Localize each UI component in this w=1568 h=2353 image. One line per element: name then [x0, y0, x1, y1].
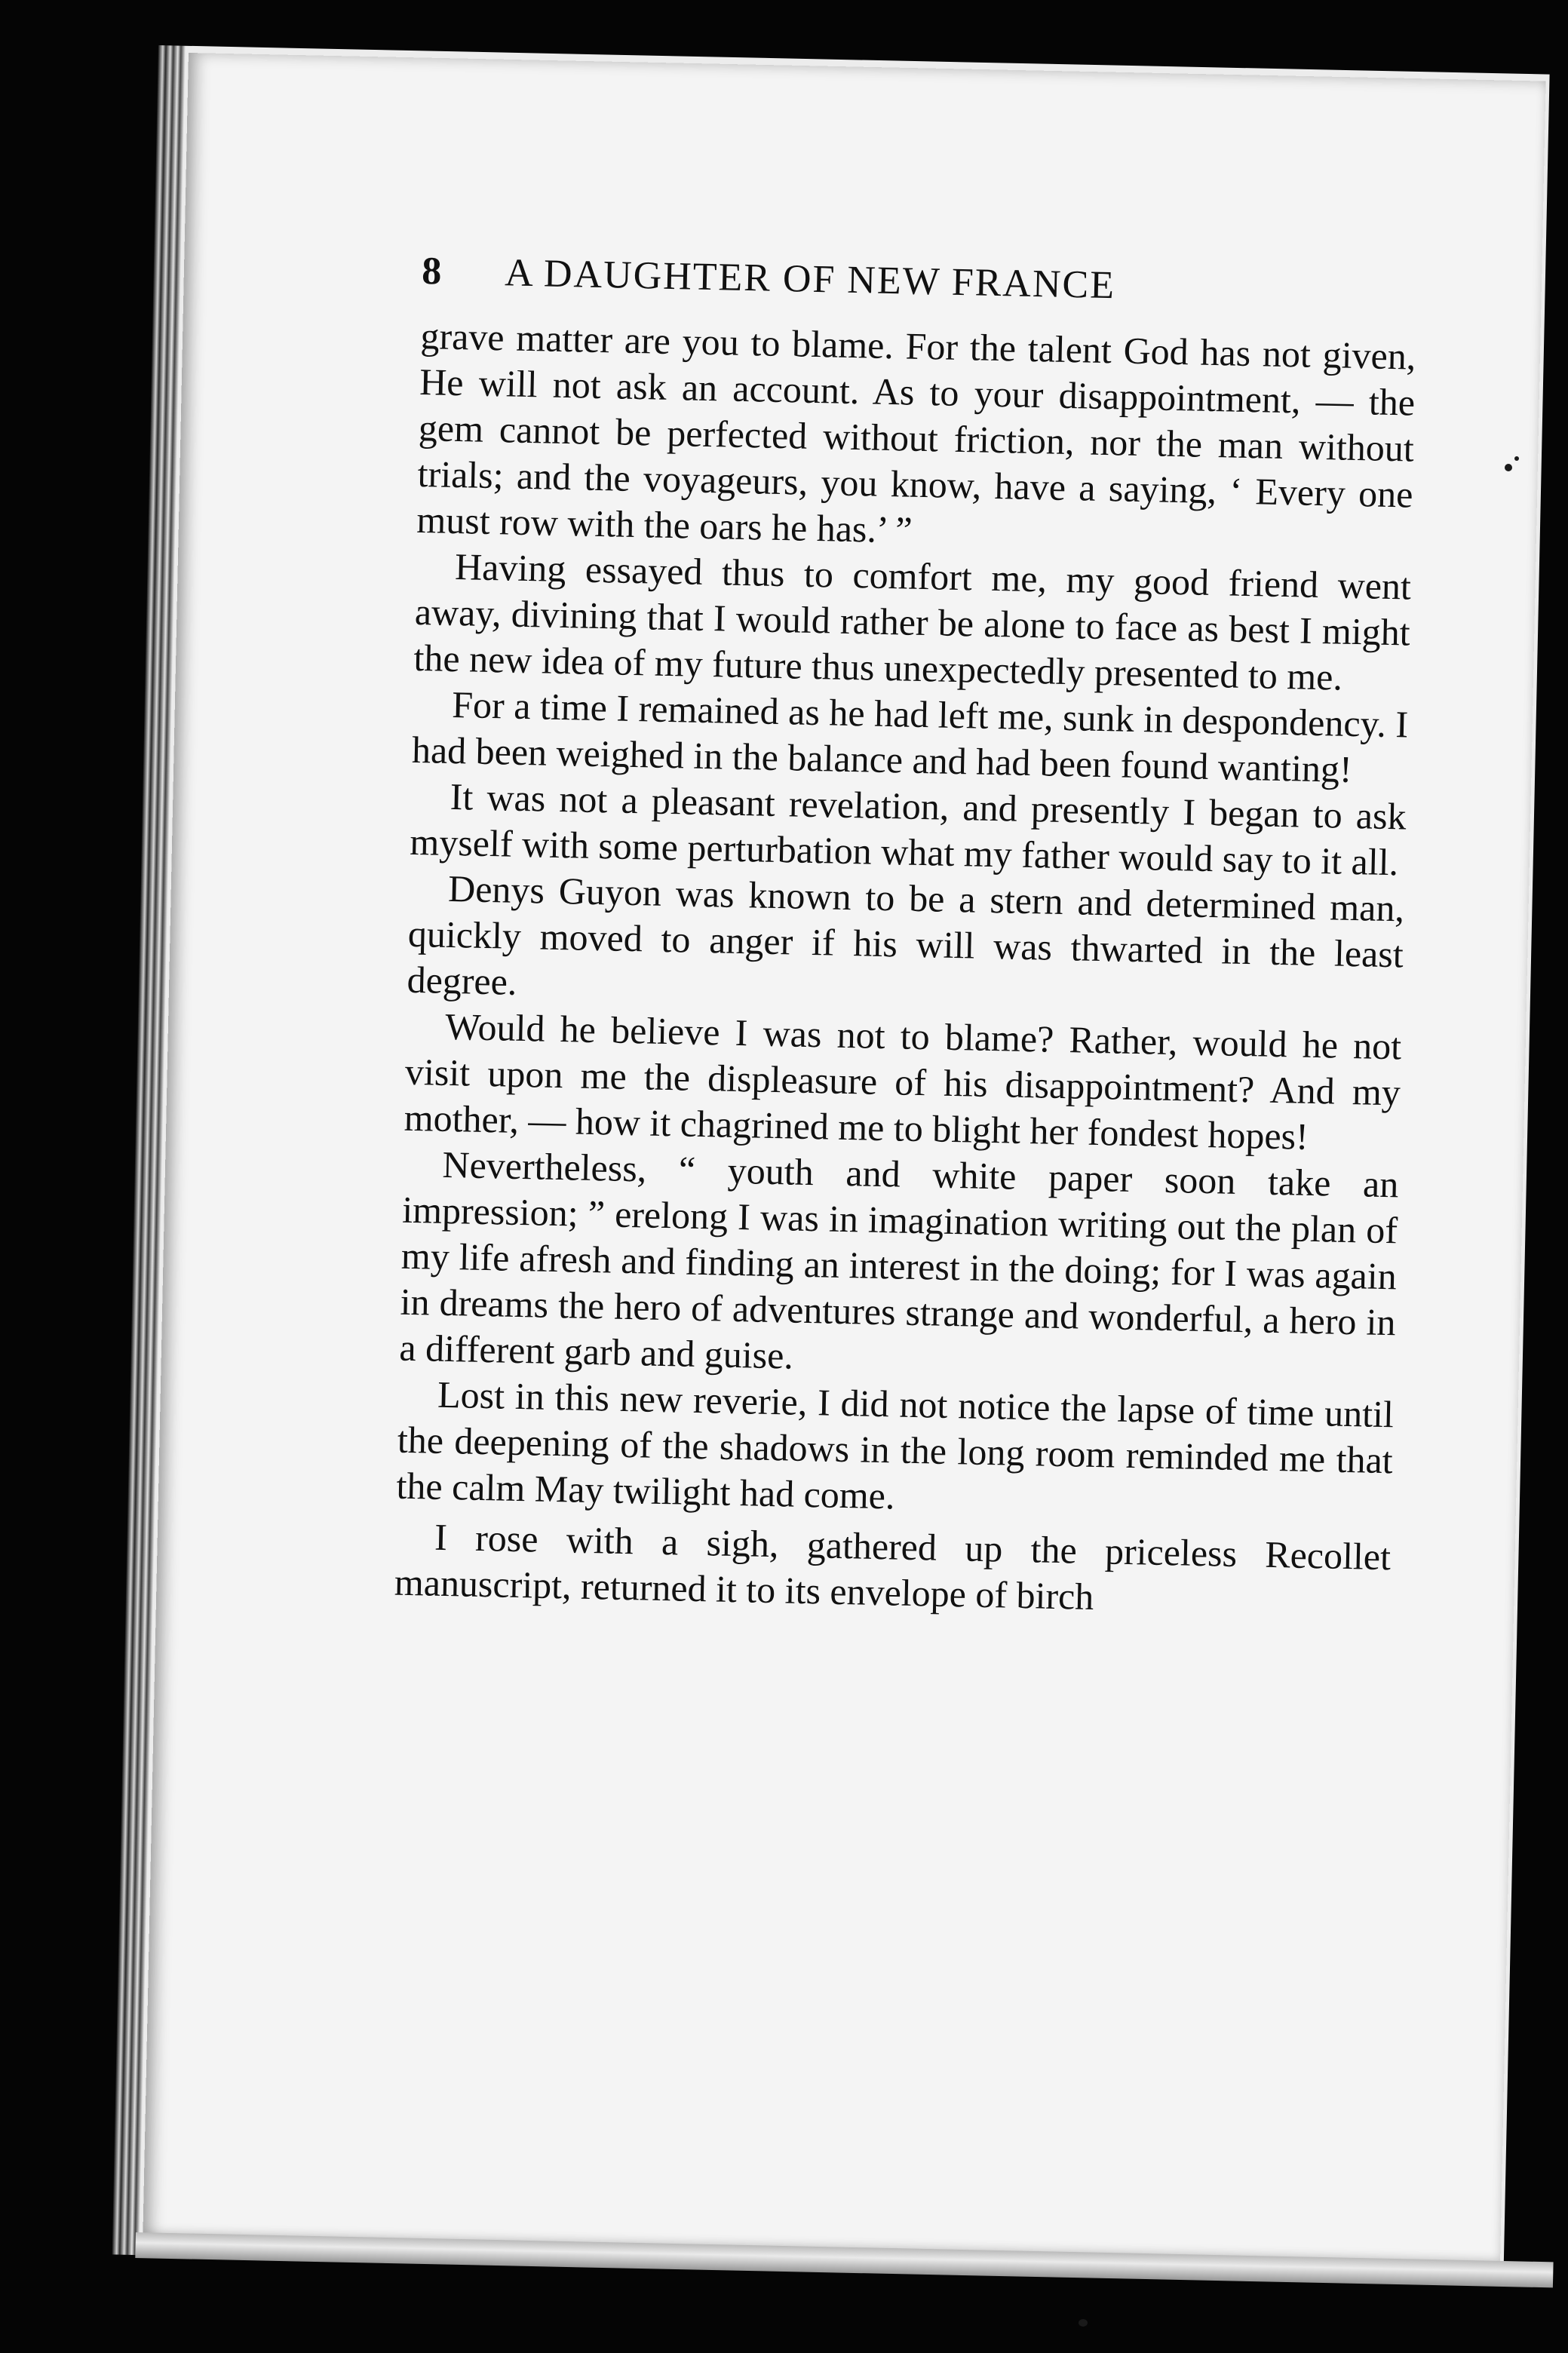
paragraph: I rose with a sigh, gathered up the priceless Recollet manuscript, returned it to its envelope of birch	[394, 1515, 1392, 1618]
paragraph: Lost in this new reverie, I did not notice the lapse of time until the deepening of the shadows in the long room reminded me that the calm May twilight had come.	[396, 1373, 1395, 1517]
book-title: A DAUGHTER OF NEW FRANCE	[504, 251, 1116, 308]
body-text	[394, 313, 1416, 1626]
page-content	[394, 249, 1417, 1626]
speck	[1514, 456, 1519, 461]
paragraph: grave matter are you to blame. For the talent God has not given, He will not ask an account. As to your disappointment, — the gem cannot be perfected without friction, nor the man without trials; and the voyageurs, you know, have a saying, ‘ Every one must row with the oars he has.’ ”	[416, 314, 1416, 551]
paragraph: It was not a pleasant revelation, and presently I began to ask myself with some perturbation what my father would say to it all.	[409, 775, 1407, 884]
speck	[1505, 464, 1512, 471]
paragraph: Having essayed thus to comfort me, my good friend went away, divining that I would rather be alone to face as best I might the new idea of my future thus unexpectedly presented to me.	[413, 545, 1412, 698]
paragraph: Would he believe I was not to blame? Rather, would he not visit upon me the displeasure of his disappointment? And my mother, — how it chagrined me to blight her fondest hopes!	[404, 1005, 1402, 1158]
paragraph: Denys Guyon was known to be a stern and determined man, quickly moved to anger if his will was thwarted in the least degree.	[407, 867, 1405, 1003]
paragraph: For a time I remained as he had left me, sunk in despondency. I had been weighed in the balance and had been found wanting!	[411, 683, 1409, 790]
speck	[1079, 2319, 1088, 2327]
page-number: 8	[421, 249, 443, 293]
paragraph: Nevertheless, “ youth and white paper soon take an impression; ” erelong I was in imagination writing out the plan of my life afresh and finding an interest in the doing; for I was again in dreams the hero of adventures strange and wonderful, a hero in a different garb and guise.	[398, 1143, 1399, 1377]
